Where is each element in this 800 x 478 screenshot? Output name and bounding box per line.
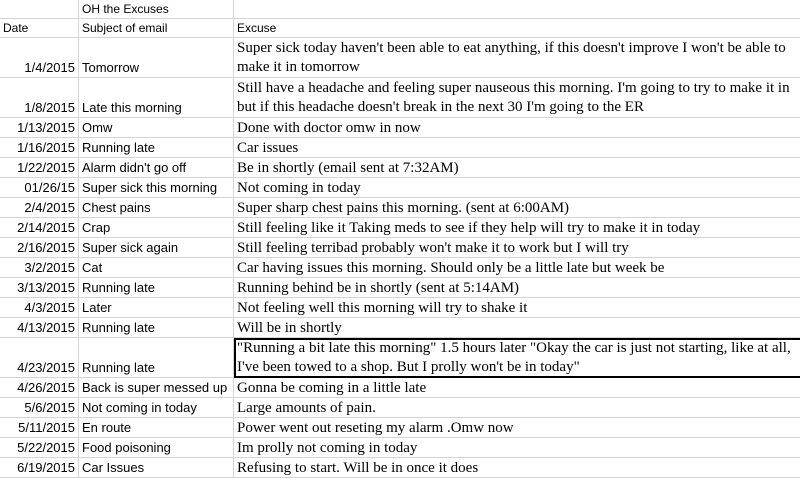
table-row [0,298,800,318]
date-cell[interactable]: 01/26/15 [0,178,79,198]
table-row [0,118,800,138]
table-row [0,338,800,378]
excuse-cell[interactable]: Still feeling terribad probably won't make it to work but I will try [234,238,800,258]
subject-cell[interactable]: Late this morning [79,78,234,118]
table-row [0,218,800,238]
subject-cell[interactable]: Back is super messed up [79,378,234,398]
date-cell[interactable]: 3/13/2015 [0,278,79,298]
table-row [0,238,800,258]
cell-a1[interactable] [0,0,79,19]
table-row [0,38,800,78]
subject-cell[interactable]: En route [79,418,234,438]
cell-c1[interactable] [234,0,800,19]
excuse-cell[interactable]: Will be in shortly [234,318,800,338]
table-row [0,378,800,398]
excuse-cell[interactable]: Done with doctor omw in now [234,118,800,138]
date-cell[interactable]: 6/19/2015 [0,458,79,478]
subject-cell[interactable]: Running late [79,138,234,158]
date-cell[interactable]: 3/2/2015 [0,258,79,278]
subject-cell[interactable]: Cat [79,258,234,278]
date-cell[interactable]: 2/4/2015 [0,198,79,218]
excuse-text: Still have a headache and feeling super nauseous this morning. I'm going to try to make it in but if this headache doesn't break in the next 30 I'm going to the ER [237,79,800,117]
excuse-cell[interactable] [234,38,800,78]
table-row [0,78,800,118]
date-cell[interactable]: 1/16/2015 [0,138,79,158]
subject-cell[interactable]: Running late [79,278,234,298]
subject-cell[interactable]: Later [79,298,234,318]
excuse-cell[interactable]: Refusing to start. Will be in once it does [234,458,800,478]
excuse-cell[interactable]: Be in shortly (email sent at 7:32AM) [234,158,800,178]
subject-cell[interactable]: Crap [79,218,234,238]
table-row [0,158,800,178]
date-cell[interactable]: 1/22/2015 [0,158,79,178]
table-row [0,178,800,198]
excuse-text: Super sick today haven't been able to eat anything, if this doesn't improve I won't be able to make it in tomorrow [237,39,800,77]
excuse-cell[interactable] [234,78,800,118]
excuse-cell[interactable]: Large amounts of pain. [234,398,800,418]
date-cell[interactable]: 5/6/2015 [0,398,79,418]
subject-cell[interactable]: Tomorrow [79,38,234,78]
header-row [0,19,800,38]
title-cell[interactable]: OH the Excuses [79,0,234,19]
table-row [0,258,800,278]
date-cell[interactable]: 1/8/2015 [0,78,79,118]
header-excuse[interactable]: Excuse [234,19,800,38]
subject-cell[interactable]: Not coming in today [79,398,234,418]
excuse-cell[interactable]: Car having issues this morning. Should only be a little late but week be [234,258,800,278]
table-row [0,418,800,438]
header-date[interactable]: Date [0,19,79,38]
date-cell[interactable]: 4/26/2015 [0,378,79,398]
header-subject[interactable]: Subject of email [79,19,234,38]
subject-cell[interactable]: Omw [79,118,234,138]
date-cell[interactable]: 4/23/2015 [0,338,79,378]
subject-cell[interactable]: Food poisoning [79,438,234,458]
table-row [0,458,800,478]
date-cell[interactable]: 1/4/2015 [0,38,79,78]
date-cell[interactable]: 4/13/2015 [0,318,79,338]
date-cell[interactable]: 2/14/2015 [0,218,79,238]
table-row [0,278,800,298]
subject-cell[interactable]: Car Issues [79,458,234,478]
subject-cell[interactable]: Alarm didn't go off [79,158,234,178]
title-row [0,0,800,19]
excuse-cell[interactable]: Running behind be in shortly (sent at 5:14AM) [234,278,800,298]
subject-cell[interactable]: Running late [79,318,234,338]
subject-cell[interactable]: Super sick again [79,238,234,258]
excuse-cell[interactable]: Im prolly not coming in today [234,438,800,458]
subject-cell[interactable]: Running late [79,338,234,378]
excuse-cell[interactable]: Super sharp chest pains this morning. (sent at 6:00AM) [234,198,800,218]
date-cell[interactable]: 1/13/2015 [0,118,79,138]
excuse-cell[interactable]: Gonna be coming in a little late [234,378,800,398]
excuse-cell[interactable]: Not feeling well this morning will try to shake it [234,298,800,318]
table-row [0,398,800,418]
date-cell[interactable]: 5/22/2015 [0,438,79,458]
excuse-cell[interactable]: Still feeling like it Taking meds to see if they help will try to make it in today [234,218,800,238]
excuse-text: "Running a bit late this morning" 1.5 hours later "Okay the car is just not starting, like at all, I've been towed to a shop. But I prolly won't be in today" [237,339,800,377]
table-row [0,138,800,158]
date-cell[interactable]: 5/11/2015 [0,418,79,438]
excuse-cell[interactable]: Power went out reseting my alarm .Omw now [234,418,800,438]
excuse-cell[interactable]: Not coming in today [234,178,800,198]
table-row [0,198,800,218]
table-row [0,438,800,458]
date-cell[interactable]: 2/16/2015 [0,238,79,258]
date-cell[interactable]: 4/3/2015 [0,298,79,318]
table-row [0,318,800,338]
subject-cell[interactable]: Super sick this morning [79,178,234,198]
selected-excuse-cell[interactable] [234,338,800,378]
subject-cell[interactable]: Chest pains [79,198,234,218]
excuse-cell[interactable]: Car issues [234,138,800,158]
